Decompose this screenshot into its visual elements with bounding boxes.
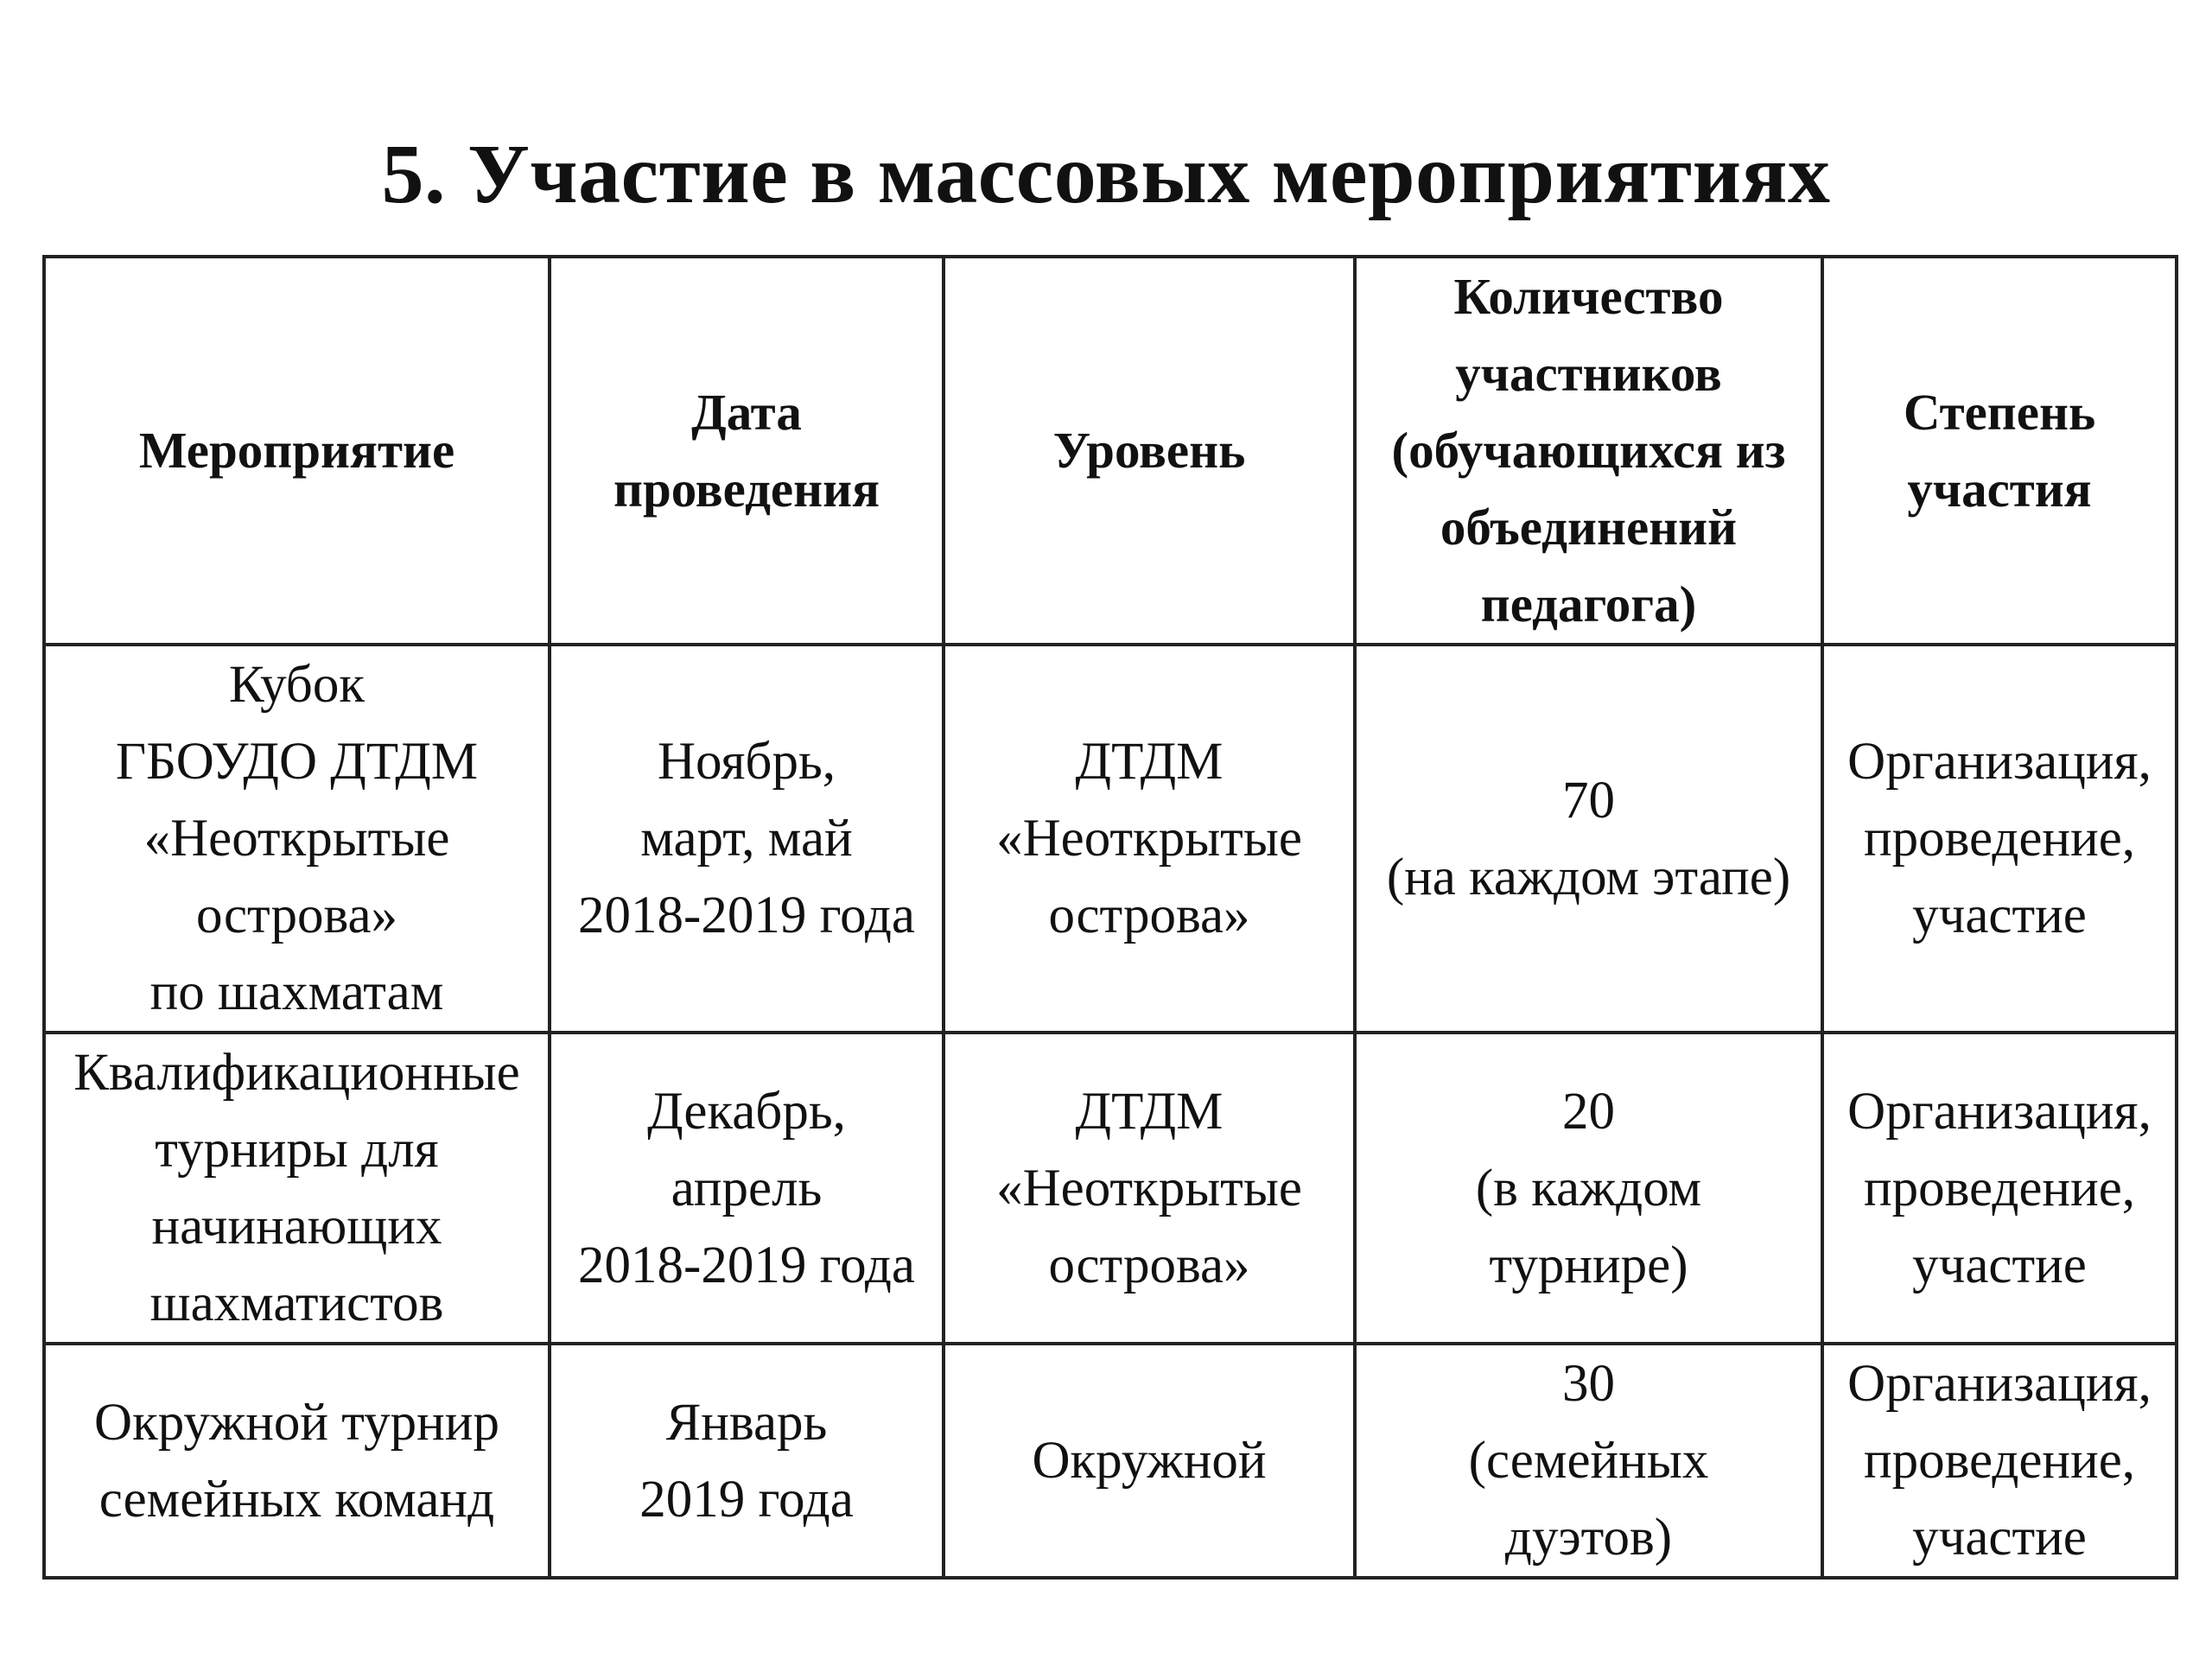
cell-participation-degree: Организация, проведение, участие [1822,645,2177,1033]
cell-date: Январь 2019 года [550,1344,944,1578]
header-participants: Количество участников (обучающихся из объединений педагога) [1355,257,1822,645]
cell-date: Ноябрь, март, май 2018-2019 года [550,645,944,1033]
cell-participation-degree: Организация, проведение, участие [1822,1033,2177,1344]
cell-level: ДТДМ «Неоткрытые острова» [944,645,1355,1033]
cell-participants: 20 (в каждом турнире) [1355,1033,1822,1344]
table-row [44,1344,2177,1578]
header-level: Уровень [944,257,1355,645]
header-date: Дата проведения [550,257,944,645]
table-row [44,1033,2177,1344]
cell-event: Квалификационные турниры для начинающих шахматистов [44,1033,550,1344]
cell-date: Декабрь, апрель 2018-2019 года [550,1033,944,1344]
cell-participants: 70 (на каждом этапе) [1355,645,1822,1033]
cell-level: ДТДМ «Неоткрытые острова» [944,1033,1355,1344]
table-header-row [44,257,2177,645]
header-event: Мероприятие [44,257,550,645]
events-table [42,255,2178,1580]
cell-participants: 30 (семейных дуэтов) [1355,1344,1822,1578]
table-row [44,645,2177,1033]
cell-participation-degree: Организация, проведение, участие [1822,1344,2177,1578]
cell-event: Кубок ГБОУДО ДТДМ «Неоткрытые острова» по шахматам [44,645,550,1033]
cell-level: Окружной [944,1344,1355,1578]
cell-event: Окружной турнир семейных команд [44,1344,550,1578]
page-title: 5. Участие в массовых мероприятиях [381,127,1831,221]
header-participation-degree: Степень участия [1822,257,2177,645]
